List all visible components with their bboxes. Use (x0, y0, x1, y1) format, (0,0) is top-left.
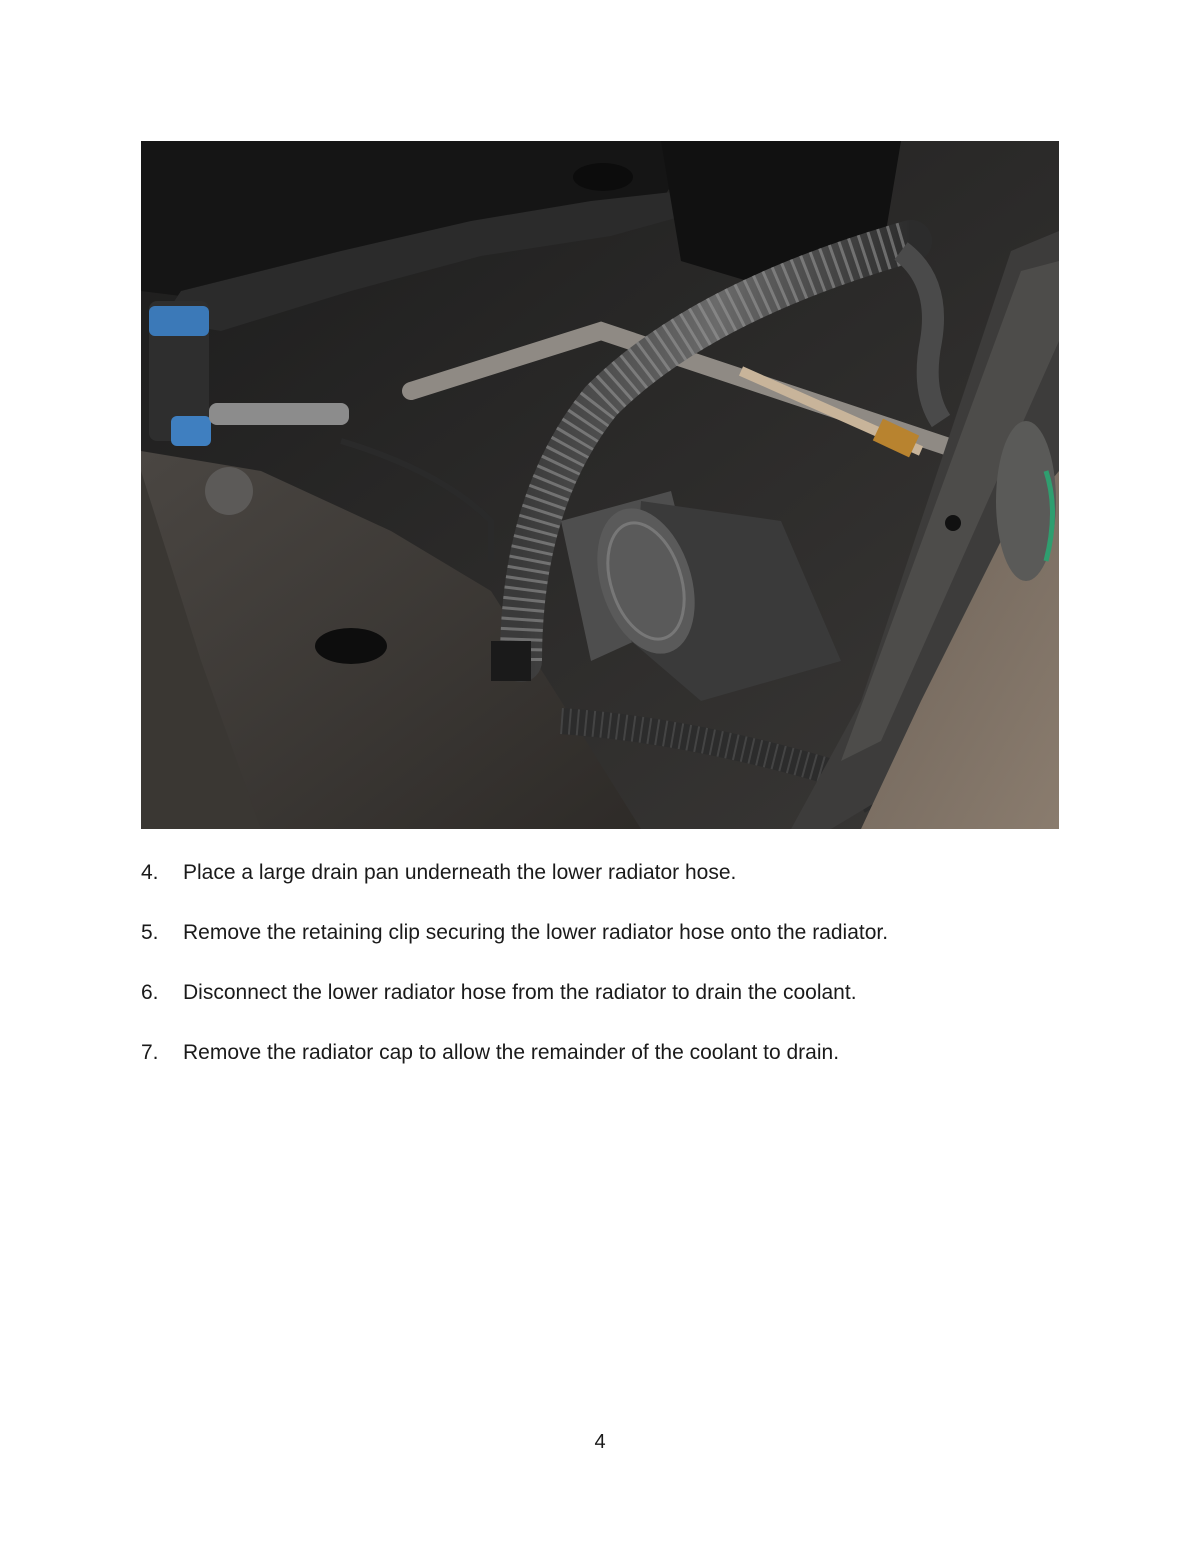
instruction-steps (141, 858, 1059, 1098)
step-number: 4. (141, 861, 159, 884)
engine-bay-illustration (141, 141, 1059, 829)
step-number: 7. (141, 1041, 159, 1064)
engine-bay-photo (141, 141, 1059, 829)
step-text: Place a large drain pan underneath the lower radiator hose. (183, 861, 737, 884)
step-item (141, 978, 1059, 1008)
step-text: Disconnect the lower radiator hose from the radiator to drain the coolant. (183, 981, 857, 1004)
step-text: Remove the radiator cap to allow the remainder of the coolant to drain. (183, 1041, 840, 1064)
step-number: 6. (141, 981, 159, 1004)
page-number: 4 (594, 1431, 606, 1453)
step-text: Remove the retaining clip securing the lower radiator hose onto the radiator. (183, 921, 889, 944)
step-item (141, 918, 1059, 948)
step-item (141, 1038, 1059, 1068)
step-item (141, 858, 1059, 888)
step-number: 5. (141, 921, 159, 944)
